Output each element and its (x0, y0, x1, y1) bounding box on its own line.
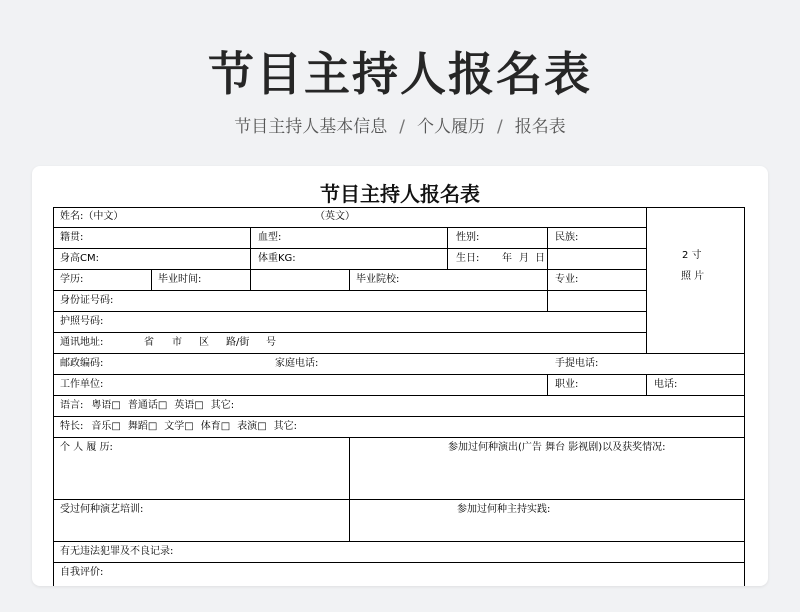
checkbox-icon[interactable]: □ (111, 400, 121, 411)
form-preview-card (32, 166, 768, 586)
native-place-label: 籍贯: (60, 232, 84, 243)
address-street: 路/街 (226, 337, 250, 348)
photo-box-size-label: 2 寸 (682, 250, 702, 261)
checkbox-icon[interactable]: □ (194, 400, 204, 411)
workplace-label: 工作单位: (60, 379, 104, 390)
phone-label: 电话: (654, 379, 678, 390)
language-other-label: 其它: (210, 400, 235, 411)
col-line (250, 227, 251, 290)
col-line (349, 269, 350, 290)
table-border-right (744, 207, 745, 586)
row-line (53, 499, 745, 500)
birthday-day: 日 (535, 253, 545, 264)
checkbox-icon[interactable]: □ (147, 421, 158, 432)
address-city: 市 (172, 337, 182, 348)
birthday-label: 生日: (456, 253, 480, 264)
breadcrumb-item-form[interactable]: 报名表 (514, 117, 566, 137)
grad-time-label: 毕业时间: (158, 274, 202, 285)
training-label: 受过何种演艺培训: (60, 504, 144, 515)
height-label: 身高CM: (60, 253, 99, 264)
col-line (447, 227, 448, 269)
checkbox-icon[interactable]: □ (111, 421, 121, 432)
photo-box-left-border (646, 207, 647, 353)
table-border-top (53, 207, 745, 208)
id-number-label: 身份证号码: (60, 295, 114, 306)
row-line (53, 562, 745, 563)
breadcrumb (0, 112, 800, 137)
hosting-label: 参加过何种主持实践: (457, 504, 551, 515)
talent-option-performance: 表演 (237, 421, 258, 432)
checkbox-icon[interactable]: □ (220, 421, 231, 432)
self-evaluation-label: 自我评价: (60, 567, 104, 578)
checkbox-icon[interactable]: □ (157, 400, 168, 411)
table-border-left (53, 207, 54, 586)
col-line (349, 437, 350, 541)
postcode-label: 邮政编码: (60, 358, 104, 369)
criminal-record-label: 有无违法犯罪及不良记录: (60, 546, 174, 557)
mobile-label: 手提电话: (555, 358, 599, 369)
row-line (53, 248, 646, 249)
talent-option-music: 音乐 (91, 421, 112, 432)
address-label: 通讯地址: (60, 337, 104, 348)
row-line (53, 374, 745, 375)
row-line (53, 395, 745, 396)
row-line (53, 332, 646, 333)
row-line (53, 311, 646, 312)
col-line (547, 374, 548, 395)
row-line (53, 290, 646, 291)
col-line (646, 374, 647, 395)
major-label: 专业: (555, 274, 579, 285)
row-line (53, 227, 646, 228)
talent-row (60, 421, 297, 433)
passport-label: 护照号码: (60, 316, 104, 327)
breadcrumb-item-resume[interactable]: 个人履历 (417, 117, 485, 137)
breadcrumb-separator: / (399, 117, 405, 137)
address-district: 区 (199, 337, 209, 348)
birthday-month: 月 (519, 253, 529, 264)
breadcrumb-item-basic-info[interactable]: 节目主持人基本信息 (234, 117, 388, 137)
form-title: 节目主持人报名表 (320, 182, 480, 206)
language-option-mandarin: 普通话 (127, 400, 158, 411)
breadcrumb-separator: / (497, 117, 503, 137)
talent-option-dance: 舞蹈 (127, 421, 148, 432)
row-line (53, 437, 745, 438)
address-number: 号 (266, 337, 276, 348)
col-line (151, 269, 152, 290)
ethnicity-label: 民族: (555, 232, 579, 243)
col-line (547, 227, 548, 311)
resume-label: 个 人 履 历: (60, 442, 113, 453)
blood-type-label: 血型: (258, 232, 282, 243)
row-line (53, 353, 745, 354)
row-line (53, 416, 745, 417)
checkbox-icon[interactable]: □ (257, 421, 267, 432)
grad-school-label: 毕业院校: (356, 274, 400, 285)
home-phone-label: 家庭电话: (275, 358, 319, 369)
photo-box-label: 照 片 (681, 271, 705, 282)
name-en-label: （英文） (315, 211, 355, 222)
weight-label: 体重KG: (258, 253, 296, 264)
talent-option-literature: 文学 (164, 421, 185, 432)
education-label: 学历: (60, 274, 84, 285)
address-province: 省 (144, 337, 154, 348)
language-option-english: 英语 (174, 400, 195, 411)
occupation-label: 职业: (555, 379, 579, 390)
language-row (60, 400, 234, 412)
talent-option-sports: 体育 (200, 421, 221, 432)
gender-label: 性别: (456, 232, 480, 243)
language-label: 语言: (60, 400, 84, 411)
performances-label: 参加过何种演出(广告 舞台 影视剧)以及获奖情况: (448, 442, 666, 453)
name-cn-label: 姓名:（中文） (60, 211, 124, 222)
page-title: 节目主持人报名表 (208, 47, 592, 101)
birthday-year: 年 (502, 253, 512, 264)
talent-label: 特长: (60, 421, 84, 432)
checkbox-icon[interactable]: □ (184, 421, 194, 432)
language-option-cantonese: 粤语 (91, 400, 112, 411)
row-line (53, 541, 745, 542)
talent-other-label: 其它: (273, 421, 298, 432)
registration-form-table (53, 207, 745, 586)
